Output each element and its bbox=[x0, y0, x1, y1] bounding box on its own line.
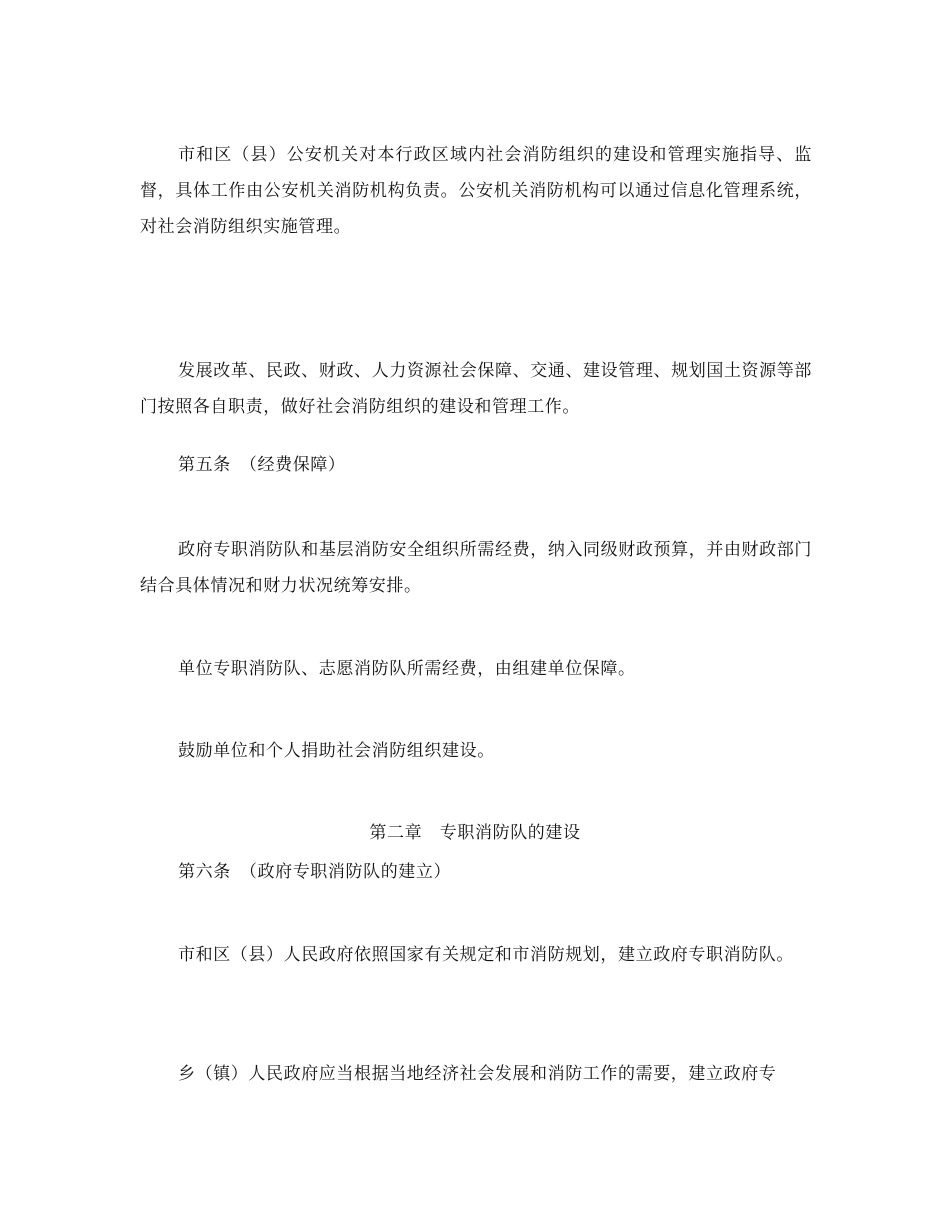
paragraph-public-security-guidance: 市和区（县）公安机关对本行政区域内社会消防组织的建设和管理实施指导、监督，具体工作由公安机关消防机构负责。公安机关消防机构可以通过信息化管理系统，对社会消防组织实施管理。 bbox=[140, 145, 812, 237]
paragraph-township-fire-brigade: 乡（镇）人民政府应当根据当地经济社会发展和消防工作的需要，建立政府专 bbox=[178, 1064, 777, 1084]
paragraph-establish-fire-brigade: 市和区（县）人民政府依照国家有关规定和市消防规划，建立政府专职消防队。 bbox=[178, 945, 794, 965]
article-6-heading: 第六条 （政府专职消防队的建立） bbox=[178, 862, 452, 882]
paragraph-donations: 鼓励单位和个人捐助社会消防组织建设。 bbox=[178, 741, 495, 761]
article-5-heading: 第五条 （经费保障） bbox=[178, 455, 346, 475]
paragraph-department-duties: 发展改革、民政、财政、人力资源社会保障、交通、建设管理、规划国土资源等部门按照各自职责，做好社会消防组织的建设和管理工作。 bbox=[140, 361, 812, 417]
paragraph-unit-funding: 单位专职消防队、志愿消防队所需经费，由组建单位保障。 bbox=[178, 659, 636, 679]
chapter-2-heading: 第二章 专职消防队的建设 bbox=[369, 823, 581, 843]
paragraph-government-funding: 政府专职消防队和基层消防安全组织所需经费，纳入同级财政预算，并由财政部门结合具体情况和财力状况统筹安排。 bbox=[140, 540, 812, 596]
